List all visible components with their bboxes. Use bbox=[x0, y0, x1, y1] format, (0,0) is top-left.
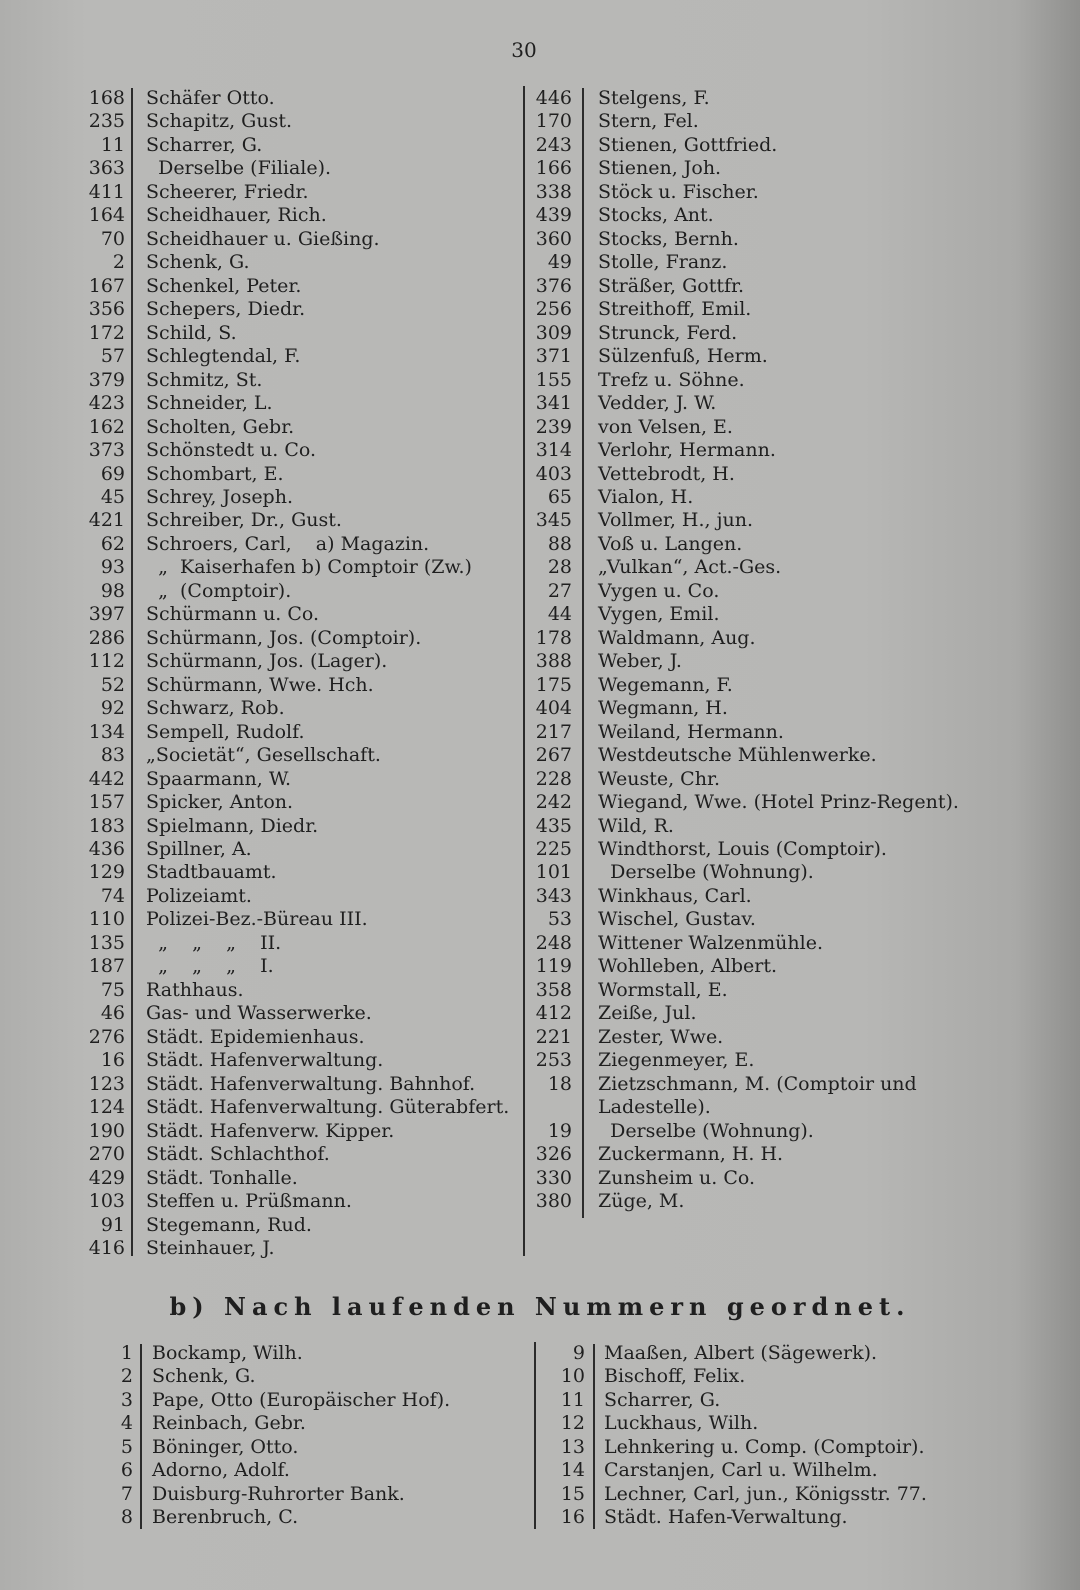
entry-name: „ Kaiserhafen b) Comptoir (Zw.) bbox=[146, 556, 472, 579]
entry-name: Zietzschmann, M. (Comptoir und bbox=[598, 1072, 917, 1095]
entry-name: Städt. Tonhalle. bbox=[146, 1166, 298, 1189]
entry-name: Schombart, E. bbox=[146, 462, 284, 485]
entry-number: 124 bbox=[88, 1096, 125, 1119]
entry-name: Westdeutsche Mühlenwerke. bbox=[598, 744, 877, 767]
entry-number: 13 bbox=[560, 1435, 585, 1458]
directory-entry bbox=[0, 416, 1080, 439]
directory-entry bbox=[0, 697, 1080, 720]
entry-name: Städt. Hafenverwaltung. Güterabfert. bbox=[146, 1096, 510, 1119]
entry-name: Derselbe (Wohnung). bbox=[598, 861, 814, 884]
entry-number: 446 bbox=[535, 87, 572, 109]
directory-entry bbox=[0, 204, 1080, 227]
directory-entry bbox=[0, 861, 1080, 884]
entry-name: Stegemann, Rud. bbox=[146, 1213, 312, 1236]
entry-number: 276 bbox=[88, 1025, 125, 1048]
directory-entry bbox=[0, 228, 1080, 251]
entry-number: 157 bbox=[88, 791, 125, 814]
entry-name: Vygen, Emil. bbox=[598, 603, 720, 626]
right-column-rule bbox=[582, 88, 584, 1218]
entry-name: Sträßer, Gottfr. bbox=[598, 274, 745, 297]
directory-entry bbox=[0, 1190, 1080, 1213]
directory-entry bbox=[0, 1365, 1080, 1388]
directory-entry bbox=[0, 1483, 1080, 1506]
directory-entry bbox=[0, 1389, 1080, 1412]
entry-number: 168 bbox=[88, 87, 125, 109]
entry-number: 360 bbox=[535, 227, 572, 250]
entry-name: Trefz u. Söhne. bbox=[598, 368, 745, 391]
entry-number: 112 bbox=[88, 650, 125, 673]
entry-name: Stienen, Gottfried. bbox=[598, 133, 778, 156]
entry-number: 345 bbox=[535, 509, 572, 532]
directory-entry bbox=[0, 275, 1080, 298]
entry-number: 338 bbox=[535, 180, 572, 203]
entry-name: Stern, Fel. bbox=[598, 110, 699, 133]
directory-entry bbox=[0, 463, 1080, 486]
entry-number: 243 bbox=[535, 133, 572, 156]
directory-entry bbox=[0, 439, 1080, 462]
entry-name: Städt. Hafenverwaltung. bbox=[146, 1049, 384, 1072]
directory-entry bbox=[0, 768, 1080, 791]
entry-name: „ (Comptoir). bbox=[146, 579, 292, 602]
entry-number: 411 bbox=[88, 180, 125, 203]
entry-number: 379 bbox=[88, 368, 125, 391]
entry-name: Scheidhauer, Rich. bbox=[146, 204, 327, 227]
entry-number: 421 bbox=[88, 509, 125, 532]
entry-number: 62 bbox=[100, 532, 125, 555]
entry-number: 9 bbox=[572, 1342, 585, 1364]
entry-number: 70 bbox=[100, 227, 125, 250]
entry-number: 2 bbox=[120, 1365, 133, 1388]
entry-number: 309 bbox=[535, 321, 572, 344]
entry-number: 14 bbox=[560, 1459, 585, 1482]
entry-number: 16 bbox=[100, 1049, 125, 1072]
section-b-right-rule bbox=[593, 1344, 595, 1529]
entry-name: Derselbe (Wohnung). bbox=[598, 1119, 814, 1142]
entry-name: Wegemann, F. bbox=[598, 673, 733, 696]
entry-number: 442 bbox=[88, 767, 125, 790]
entry-name: Vollmer, H., jun. bbox=[598, 509, 753, 532]
entry-name: Winkhaus, Carl. bbox=[598, 884, 752, 907]
entry-number: 248 bbox=[535, 931, 572, 954]
entry-number: 162 bbox=[88, 415, 125, 438]
entry-name: Städt. Hafenverwaltung. Bahnhof. bbox=[146, 1072, 476, 1095]
entry-number: 2 bbox=[112, 251, 125, 274]
entry-number: 373 bbox=[88, 439, 125, 462]
entry-number: 343 bbox=[535, 884, 572, 907]
entry-name: Maaßen, Albert (Sägewerk). bbox=[604, 1342, 878, 1364]
directory-entry bbox=[0, 322, 1080, 345]
entry-name: Scheerer, Friedr. bbox=[146, 180, 309, 203]
directory-entry bbox=[0, 838, 1080, 861]
right-column-list bbox=[0, 87, 1080, 1214]
entry-number: 228 bbox=[535, 767, 572, 790]
entry-number: 256 bbox=[535, 298, 572, 321]
entry-name: Schlegtendal, F. bbox=[146, 345, 301, 368]
directory-entry bbox=[0, 1412, 1080, 1435]
entry-number: 172 bbox=[88, 321, 125, 344]
entry-number: 326 bbox=[535, 1143, 572, 1166]
entry-number: 435 bbox=[535, 814, 572, 837]
directory-entry bbox=[0, 580, 1080, 603]
entry-name: Polizeiamt. bbox=[146, 884, 252, 907]
entry-name: Wischel, Gustav. bbox=[598, 908, 756, 931]
entry-number: 436 bbox=[88, 838, 125, 860]
directory-entry bbox=[0, 627, 1080, 650]
entry-name: Städt. Hafenverw. Kipper. bbox=[146, 1119, 395, 1142]
entry-name: Vialon, H. bbox=[598, 485, 694, 508]
directory-entry bbox=[0, 1167, 1080, 1190]
entry-number: 83 bbox=[100, 744, 125, 767]
directory-entry bbox=[0, 509, 1080, 532]
entry-name: Schepers, Diedr. bbox=[146, 298, 306, 321]
entry-name: Schürmann, Jos. (Lager). bbox=[146, 650, 388, 673]
entry-number: 98 bbox=[100, 579, 125, 602]
entry-number: 88 bbox=[547, 532, 572, 555]
entry-number: 1 bbox=[120, 1342, 133, 1364]
entry-name: Städt. Hafen-Verwaltung. bbox=[604, 1506, 848, 1529]
directory-entry bbox=[0, 251, 1080, 274]
entry-number: 18 bbox=[547, 1072, 572, 1095]
entry-number: 166 bbox=[535, 157, 572, 180]
directory-entry bbox=[0, 1120, 1080, 1143]
entry-name: Schürmann u. Co. bbox=[146, 603, 320, 626]
entry-name: Gas- und Wasserwerke. bbox=[146, 1002, 372, 1025]
entry-name: Zunsheim u. Co. bbox=[598, 1166, 756, 1189]
directory-entry bbox=[0, 345, 1080, 368]
entry-number: 235 bbox=[88, 110, 125, 133]
entry-name: Schönstedt u. Co. bbox=[146, 439, 317, 462]
directory-entry bbox=[0, 1143, 1080, 1166]
entry-name: Schrey, Joseph. bbox=[146, 485, 293, 508]
entry-name: Spillner, A. bbox=[146, 838, 252, 860]
entry-name: „Vulkan“, Act.-Ges. bbox=[598, 556, 782, 579]
entry-name: Vygen u. Co. bbox=[598, 579, 720, 602]
entry-number: 57 bbox=[100, 345, 125, 368]
directory-entry bbox=[0, 1459, 1080, 1482]
entry-number: 187 bbox=[88, 955, 125, 978]
entry-number: 27 bbox=[547, 579, 572, 602]
entry-number: 44 bbox=[547, 603, 572, 626]
entry-number: 16 bbox=[560, 1506, 585, 1529]
directory-entry bbox=[0, 1049, 1080, 1072]
directory-entry bbox=[0, 87, 1080, 110]
directory-entry bbox=[0, 603, 1080, 626]
entry-name: Bockamp, Wilh. bbox=[152, 1342, 303, 1364]
entry-name: Schreiber, Dr., Gust. bbox=[146, 509, 342, 532]
entry-name: Stolle, Franz. bbox=[598, 251, 728, 274]
entry-name: Wegmann, H. bbox=[598, 697, 728, 720]
directory-entry bbox=[0, 392, 1080, 415]
directory-entry bbox=[0, 157, 1080, 180]
entry-number: 403 bbox=[535, 462, 572, 485]
entry-number: 314 bbox=[535, 439, 572, 462]
entry-number: 183 bbox=[88, 814, 125, 837]
entry-name: Rathhaus. bbox=[146, 978, 244, 1001]
entry-number: 330 bbox=[535, 1166, 572, 1189]
entry-number: 225 bbox=[535, 838, 572, 860]
entry-number: 164 bbox=[88, 204, 125, 227]
entry-number: 412 bbox=[535, 1002, 572, 1025]
entry-name: Lechner, Carl, jun., Königsstr. 77. bbox=[604, 1482, 927, 1505]
entry-number: 380 bbox=[535, 1190, 572, 1213]
entry-name: Ladestelle). bbox=[598, 1096, 711, 1119]
entry-name: Schwarz, Rob. bbox=[146, 697, 285, 720]
directory-entry bbox=[0, 1026, 1080, 1049]
entry-name: Schneider, L. bbox=[146, 392, 273, 415]
entry-number: 429 bbox=[88, 1166, 125, 1189]
entry-number: 270 bbox=[88, 1143, 125, 1166]
page-number: 30 bbox=[511, 38, 537, 62]
entry-number: 11 bbox=[100, 133, 125, 156]
entry-number: 358 bbox=[535, 978, 572, 1001]
entry-number: 7 bbox=[120, 1482, 133, 1505]
entry-name: Schürmann, Wwe. Hch. bbox=[146, 673, 374, 696]
entry-name: Städt. Epidemienhaus. bbox=[146, 1025, 365, 1048]
directory-entry bbox=[0, 533, 1080, 556]
entry-number: 6 bbox=[120, 1459, 133, 1482]
entry-number: 101 bbox=[535, 861, 572, 884]
entry-name: Böninger, Otto. bbox=[152, 1435, 299, 1458]
entry-number: 253 bbox=[535, 1049, 572, 1072]
entry-name: Stocks, Bernh. bbox=[598, 227, 739, 250]
entry-number: 28 bbox=[547, 556, 572, 579]
entry-number: 110 bbox=[88, 908, 125, 931]
directory-entry bbox=[0, 979, 1080, 1002]
entry-name: Zester, Wwe. bbox=[598, 1025, 724, 1048]
entry-name: Steinhauer, J. bbox=[146, 1236, 275, 1259]
entry-number: 74 bbox=[100, 884, 125, 907]
entry-name: Weber, J. bbox=[598, 650, 682, 673]
entry-number: 190 bbox=[88, 1119, 125, 1142]
directory-entry bbox=[0, 1214, 520, 1237]
entry-name: Reinbach, Gebr. bbox=[152, 1412, 306, 1435]
entry-number: 155 bbox=[535, 368, 572, 391]
entry-name: Adorno, Adolf. bbox=[152, 1459, 290, 1482]
entry-name: „ „ „ I. bbox=[146, 955, 274, 978]
entry-name: Stadtbauamt. bbox=[146, 861, 277, 884]
entry-name: Züge, M. bbox=[598, 1190, 685, 1213]
entry-name: Stöck u. Fischer. bbox=[598, 180, 759, 203]
entry-number: 242 bbox=[535, 791, 572, 814]
entry-name: Städt. Schlachthof. bbox=[146, 1143, 330, 1166]
entry-name: „ „ „ II. bbox=[146, 931, 282, 954]
entry-name: Wiegand, Wwe. (Hotel Prinz-Regent). bbox=[598, 791, 959, 814]
entry-number: 4 bbox=[120, 1412, 133, 1435]
entry-number: 286 bbox=[88, 626, 125, 649]
entry-name: Scheidhauer u. Gießing. bbox=[146, 227, 380, 250]
directory-entry bbox=[0, 744, 1080, 767]
directory-entry bbox=[0, 298, 1080, 321]
entry-number: 123 bbox=[88, 1072, 125, 1095]
entry-name: Stelgens, F. bbox=[598, 87, 710, 109]
entry-number: 423 bbox=[88, 392, 125, 415]
directory-entry bbox=[0, 1506, 1080, 1529]
entry-number: 267 bbox=[535, 744, 572, 767]
entry-number: 75 bbox=[100, 978, 125, 1001]
entry-name: Wittener Walzenmühle. bbox=[598, 931, 824, 954]
entry-name: Vedder, J. W. bbox=[598, 392, 717, 415]
entry-name: Weiland, Hermann. bbox=[598, 720, 784, 743]
directory-entry bbox=[0, 181, 1080, 204]
entry-name: Derselbe (Filiale). bbox=[146, 157, 332, 180]
entry-number: 65 bbox=[547, 485, 572, 508]
entry-name: Luckhaus, Wilh. bbox=[604, 1412, 759, 1435]
entry-name: Stocks, Ant. bbox=[598, 204, 714, 227]
entry-name: Wormstall, E. bbox=[598, 978, 728, 1001]
entry-number: 91 bbox=[100, 1213, 125, 1236]
entry-name: Waldmann, Aug. bbox=[598, 626, 756, 649]
section-b-heading: b) Nach laufenden Nummern geordnet. bbox=[169, 1292, 911, 1321]
directory-entry bbox=[0, 369, 1080, 392]
directory-entry bbox=[0, 1342, 1080, 1365]
entry-name: Ziegenmeyer, E. bbox=[598, 1049, 755, 1072]
entry-name: Sülzenfuß, Herm. bbox=[598, 345, 768, 368]
entry-number: 167 bbox=[88, 274, 125, 297]
directory-entry bbox=[0, 134, 1080, 157]
entry-name: Schenkel, Peter. bbox=[146, 274, 302, 297]
entry-name: Bischoff, Felix. bbox=[604, 1365, 746, 1388]
entry-number: 371 bbox=[535, 345, 572, 368]
entry-number: 92 bbox=[100, 697, 125, 720]
entry-name: Schmitz, St. bbox=[146, 368, 263, 391]
entry-name: Spaarmann, W. bbox=[146, 767, 292, 790]
entry-number: 135 bbox=[88, 931, 125, 954]
directory-entry bbox=[0, 1237, 520, 1260]
entry-number: 221 bbox=[535, 1025, 572, 1048]
directory-entry bbox=[0, 721, 1080, 744]
entry-name: Sempell, Rudolf. bbox=[146, 720, 305, 743]
entry-name: Spielmann, Diedr. bbox=[146, 814, 319, 837]
entry-number: 53 bbox=[547, 908, 572, 931]
directory-entry bbox=[0, 815, 1080, 838]
directory-entry bbox=[0, 650, 1080, 673]
entry-name: Scharrer, G. bbox=[604, 1388, 721, 1411]
entry-name: Pape, Otto (Europäischer Hof). bbox=[152, 1388, 451, 1411]
entry-number: 5 bbox=[120, 1435, 133, 1458]
entry-name: Vettebrodt, H. bbox=[598, 462, 735, 485]
entry-name: Schild, S. bbox=[146, 321, 237, 344]
entry-number: 178 bbox=[535, 626, 572, 649]
entry-number: 239 bbox=[535, 415, 572, 438]
directory-entry bbox=[0, 556, 1080, 579]
entry-name: Polizei-Bez.-Büreau III. bbox=[146, 908, 368, 931]
directory-entry bbox=[0, 908, 1080, 931]
entry-name: Schenk, G. bbox=[146, 251, 250, 274]
entry-name: Schürmann, Jos. (Comptoir). bbox=[146, 626, 422, 649]
entry-name: Schäfer Otto. bbox=[146, 87, 275, 109]
entry-number: 416 bbox=[88, 1236, 125, 1259]
directory-entry bbox=[0, 1073, 1080, 1096]
entry-number: 439 bbox=[535, 204, 572, 227]
entry-number: 10 bbox=[560, 1365, 585, 1388]
directory-entry bbox=[0, 110, 1080, 133]
directory-entry bbox=[0, 1096, 1080, 1119]
directory-entry bbox=[0, 1436, 1080, 1459]
entry-name: Zuckermann, H. H. bbox=[598, 1143, 784, 1166]
entry-name: Spicker, Anton. bbox=[146, 791, 294, 814]
entry-name: Steffen u. Prüßmann. bbox=[146, 1190, 352, 1213]
entry-name: Stienen, Joh. bbox=[598, 157, 722, 180]
entry-number: 129 bbox=[88, 861, 125, 884]
section-b-right-list bbox=[0, 1342, 1080, 1530]
directory-entry bbox=[0, 1002, 1080, 1025]
entry-name: Berenbruch, C. bbox=[152, 1506, 299, 1529]
entry-number: 341 bbox=[535, 392, 572, 415]
entry-number: 217 bbox=[535, 720, 572, 743]
entry-number: 363 bbox=[88, 157, 125, 180]
entry-name: Scholten, Gebr. bbox=[146, 415, 295, 438]
entry-number: 3 bbox=[120, 1388, 133, 1411]
entry-number: 170 bbox=[535, 110, 572, 133]
entry-number: 11 bbox=[560, 1388, 585, 1411]
entry-name: Verlohr, Hermann. bbox=[598, 439, 776, 462]
entry-name: Wild, R. bbox=[598, 814, 674, 837]
entry-name: Duisburg-Ruhrorter Bank. bbox=[152, 1482, 405, 1505]
entry-name: Voß u. Langen. bbox=[598, 532, 743, 555]
entry-name: Schenk, G. bbox=[152, 1365, 256, 1388]
entry-name: Weuste, Chr. bbox=[598, 767, 720, 790]
entry-name: Wohlleben, Albert. bbox=[598, 955, 777, 978]
entry-number: 175 bbox=[535, 673, 572, 696]
entry-number: 12 bbox=[560, 1412, 585, 1435]
entry-name: Scharrer, G. bbox=[146, 133, 263, 156]
entry-number: 103 bbox=[88, 1190, 125, 1213]
entry-name: Lehnkering u. Comp. (Comptoir). bbox=[604, 1435, 925, 1458]
entry-number: 93 bbox=[100, 556, 125, 579]
entry-number: 376 bbox=[535, 274, 572, 297]
entry-number: 45 bbox=[100, 485, 125, 508]
entry-number: 52 bbox=[100, 673, 125, 696]
entry-name: Zeiße, Jul. bbox=[598, 1002, 697, 1025]
directory-entry bbox=[0, 955, 1080, 978]
entry-number: 46 bbox=[100, 1002, 125, 1025]
entry-name: Carstanjen, Carl u. Wilhelm. bbox=[604, 1459, 878, 1482]
entry-number: 8 bbox=[120, 1506, 133, 1529]
entry-name: „Societät“, Gesellschaft. bbox=[146, 744, 381, 767]
entry-number: 397 bbox=[88, 603, 125, 626]
entry-number: 15 bbox=[560, 1482, 585, 1505]
directory-entry bbox=[0, 486, 1080, 509]
directory-entry bbox=[0, 885, 1080, 908]
entry-number: 119 bbox=[535, 955, 572, 978]
entry-name: Windthorst, Louis (Comptoir). bbox=[598, 838, 887, 860]
directory-entry bbox=[0, 791, 1080, 814]
entry-number: 49 bbox=[547, 251, 572, 274]
entry-name: Strunck, Ferd. bbox=[598, 321, 738, 344]
entry-number: 356 bbox=[88, 298, 125, 321]
entry-number: 19 bbox=[547, 1119, 572, 1142]
entry-name: Streithoff, Emil. bbox=[598, 298, 752, 321]
directory-entry bbox=[0, 674, 1080, 697]
entry-number: 404 bbox=[535, 697, 572, 720]
entry-name: von Velsen, E. bbox=[598, 415, 733, 438]
entry-number: 388 bbox=[535, 650, 572, 673]
entry-number: 69 bbox=[100, 462, 125, 485]
entry-name: Schroers, Carl, a) Magazin. bbox=[146, 532, 430, 555]
entry-name: Schapitz, Gust. bbox=[146, 110, 293, 133]
entry-number: 134 bbox=[88, 720, 125, 743]
directory-entry bbox=[0, 932, 1080, 955]
